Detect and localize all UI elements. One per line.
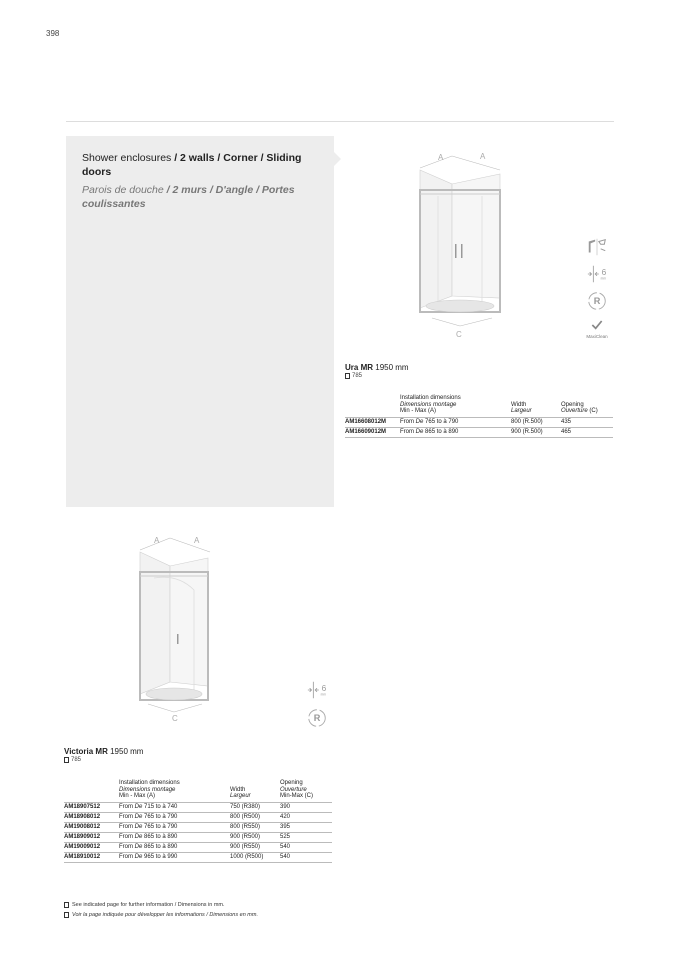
dim-a-left: A [154, 536, 160, 545]
victoria-mr-spec-table [64, 780, 332, 863]
title-en-bold: / 2 walls / Corner / Sliding doors [82, 152, 302, 178]
table-row [64, 802, 332, 812]
victoria-mr-name: Victoria MR [64, 747, 108, 756]
reversible-icon [586, 236, 608, 258]
adjustment-6mm-icon [586, 263, 608, 285]
page-ref-icon [64, 912, 69, 918]
product-code: AM16609012M [345, 427, 400, 437]
title-fr-bold: / 2 murs / D'angle / Portes coulissantes [82, 184, 295, 210]
opening-value: 525 [280, 832, 332, 842]
ura-mr-enclosure-drawing [412, 146, 516, 342]
r-mark-icon [586, 290, 608, 312]
table-header-row [64, 780, 332, 802]
adjustment-6mm-icon [306, 679, 328, 701]
product-code: AM18910012 [64, 852, 119, 862]
install-header: Installation dimensions Dimensions montage Min - Max (A) [119, 780, 180, 799]
width-value: 1000 (R500) [230, 852, 280, 862]
opening-value: 540 [280, 852, 332, 862]
product-code: AM18909012 [64, 832, 119, 842]
page-number: 398 [46, 29, 60, 38]
victoria-mr-page-ref-number: 785 [71, 757, 82, 763]
install-range: From De 865 to à 890 [119, 842, 230, 852]
footnote-en [64, 902, 225, 908]
adjust-unit: mm [600, 276, 606, 281]
ura-mr-page-ref [345, 373, 362, 379]
install-range: From De 765 to à 790 [119, 822, 230, 832]
dim-c: C [172, 714, 178, 723]
product-code: AM16608012M [345, 417, 400, 427]
install-range: From De 865 to à 890 [119, 832, 230, 842]
table-row [64, 842, 332, 852]
opening-value: 390 [280, 802, 332, 812]
table-row [64, 852, 332, 862]
install-range: From De 765 to à 790 [119, 812, 230, 822]
page-ref-icon [345, 373, 350, 379]
product-code: AM19009012 [64, 842, 119, 852]
opening-header: Opening Ouverture (C) [561, 401, 598, 414]
r-mark-icon [306, 707, 328, 729]
dim-a-left: A [438, 153, 444, 162]
victoria-mr-page-ref [64, 757, 81, 763]
product-code: AM18907512 [64, 802, 119, 812]
maxiclean-label: MaxiClean [586, 334, 608, 339]
dim-a-right: A [480, 152, 486, 161]
ura-mr-name: Ura MR [345, 363, 374, 372]
victoria-mr-enclosure-drawing [134, 530, 218, 726]
width-value: 750 (R380) [230, 802, 280, 812]
victoria-mr-height: 1950 mm [110, 747, 144, 756]
ura-feature-icons [586, 236, 608, 339]
opening-value: 395 [280, 822, 332, 832]
install-header: Installation dimensions Dimensions montage Min - Max (A) [400, 395, 461, 414]
opening-header: Opening Ouverture Min-Max (C) [280, 780, 313, 799]
page-ref-icon [64, 757, 69, 763]
install-range: From De 715 to à 740 [119, 802, 230, 812]
table-row [345, 417, 613, 427]
opening-value: 540 [280, 842, 332, 852]
width-value: 900 (R550) [230, 842, 280, 852]
ura-mr-title [345, 363, 409, 372]
title-en-plain: Shower enclosures [82, 152, 175, 164]
opening-value: 435 [561, 417, 613, 427]
dim-a-right: A [194, 536, 200, 545]
check-icon [586, 317, 608, 333]
width-value: 900 (R.500) [511, 427, 561, 437]
adjust-unit: mm [320, 692, 326, 697]
section-title-en [82, 151, 322, 179]
install-range: From De 865 to à 890 [400, 427, 511, 437]
width-header: Width Largeur [230, 786, 251, 799]
product-code: AM19008012 [64, 822, 119, 832]
install-range: From De 765 to à 790 [400, 417, 511, 427]
width-value: 900 (R500) [230, 832, 280, 842]
table-header-row [345, 395, 613, 417]
section-title-fr [82, 183, 322, 211]
ura-mr-page-ref-number: 785 [352, 373, 363, 379]
width-value: 800 (R500) [230, 812, 280, 822]
table-row [64, 812, 332, 822]
panel-pointer [334, 152, 341, 166]
adjust-value: 6 [321, 683, 327, 693]
adjust-value: 6 [601, 267, 607, 277]
footnote-fr-text: Voir la page indiquée pour développer les informations / Dimensions en mm. [72, 912, 258, 918]
footnote-en-text: See indicated page for further information / Dimensions in mm. [72, 902, 225, 908]
victoria-mr-title [64, 747, 143, 756]
install-range: From De 965 to à 990 [119, 852, 230, 862]
r-mark-letter: R [313, 713, 321, 724]
product-code: AM18908012 [64, 812, 119, 822]
opening-value: 465 [561, 427, 613, 437]
title-fr-plain: Parois de douche [82, 184, 167, 196]
width-value: 800 (R.500) [511, 417, 561, 427]
width-header: Width Largeur [511, 401, 532, 414]
ura-mr-spec-table [345, 395, 613, 438]
table-row [64, 832, 332, 842]
dim-c: C [456, 330, 462, 339]
opening-value: 420 [280, 812, 332, 822]
top-divider [66, 121, 614, 122]
width-value: 800 (R550) [230, 822, 280, 832]
victoria-feature-icons [306, 679, 328, 729]
page-ref-icon [64, 902, 69, 908]
footnote-fr [64, 912, 258, 918]
table-row [345, 427, 613, 437]
r-mark-letter: R [593, 296, 601, 307]
table-row [64, 822, 332, 832]
ura-mr-height: 1950 mm [375, 363, 409, 372]
